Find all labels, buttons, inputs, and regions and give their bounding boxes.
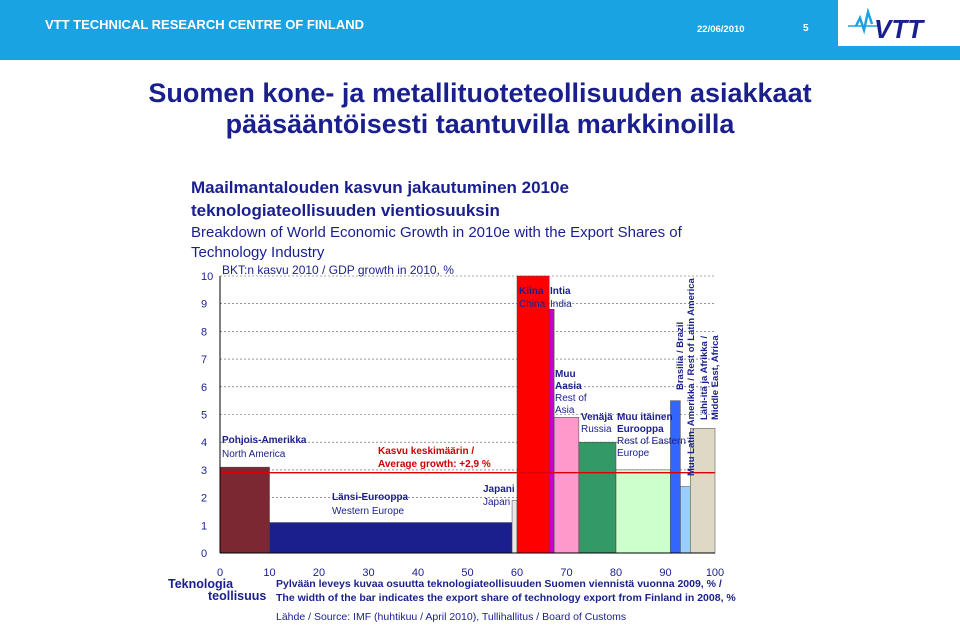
- y-tick-label: 7: [201, 354, 208, 367]
- label-brazil-vertical: Brasilia / Brazil: [675, 321, 686, 390]
- x-tick-label: 40: [411, 567, 425, 579]
- bar-north-america: [220, 467, 270, 553]
- x-tick-label: 10: [263, 567, 276, 579]
- label-latin-america-vertical: Muu Latin. Amerikka / Rest of Latin America: [686, 278, 697, 476]
- bar-rest-of-eastern-europe: [616, 470, 670, 553]
- vtt-logo-text: VTT: [874, 14, 924, 44]
- x-tick-label: 0: [216, 567, 224, 579]
- x-tick-label: 70: [560, 567, 573, 579]
- footer-note-en: The width of the bar indicates the export share of technology export from Finland in 2008, %: [276, 592, 736, 604]
- bar-japan: [512, 500, 517, 553]
- footer-logo-line2: teollisuus: [208, 589, 267, 603]
- bar-brazil: [670, 401, 680, 553]
- label-india-en: India: [550, 299, 572, 310]
- average-label-fi: Kasvu keskimäärin /: [378, 446, 475, 457]
- x-tick-label: 60: [510, 567, 524, 579]
- x-tick-label: 80: [609, 567, 623, 579]
- x-tick-label: 90: [659, 567, 672, 579]
- label-western-europe-fi: Länsi-Eurooppa: [332, 492, 409, 503]
- bar-rest-of-asia: [554, 417, 579, 553]
- organization-name: VTT TECHNICAL RESEARCH CENTRE OF FINLAND: [45, 17, 364, 32]
- label-rest-asia-en1: Rest of: [555, 393, 587, 404]
- bar-rest-of-latin-america: [680, 487, 690, 553]
- footer-note-fi: Pylvään leveys kuvaa osuutta teknologiateollisuuden Suomen viennistä vuonna 2009, % /: [276, 578, 722, 590]
- chart-title-fi-line2: teknologiateollisuuden vientiosuuksin: [191, 201, 500, 220]
- y-tick-label: 8: [201, 326, 208, 339]
- label-rest-asia-fi1: Muu: [555, 369, 576, 380]
- footer-logo-line1: Teknologia: [168, 577, 234, 591]
- y-tick-label: 9: [201, 298, 208, 311]
- label-east-eu-fi1: Muu itäinen: [617, 412, 673, 423]
- chart-title-en-line2: Technology Industry: [191, 244, 325, 261]
- average-label-en: Average growth: +2,9 %: [378, 459, 491, 470]
- bar-india: [549, 309, 554, 553]
- y-tick-label: 1: [201, 520, 208, 533]
- footer-source: Lähde / Source: IMF (huhtikuu / April 2010), Tullihallitus / Board of Customs: [276, 611, 627, 623]
- label-russia-fi: Venäjä: [581, 412, 613, 423]
- y-tick-label: 10: [201, 271, 214, 283]
- x-tick-label: 30: [362, 567, 375, 579]
- label-mea-vertical1: Lähi-itä ja Afrikka /: [699, 335, 710, 420]
- slide-title-line1: Suomen kone- ja metallituoteteollisuuden asiakkaat: [148, 78, 812, 108]
- x-tick-label: 100: [705, 567, 725, 579]
- chart-title-en-line1: Breakdown of World Economic Growth in 2010e with the Export Shares of: [191, 224, 682, 241]
- y-axis-label: BKT:n kasvu 2010 / GDP growth in 2010, %: [222, 263, 454, 277]
- label-japan-fi: Japani: [483, 484, 515, 495]
- bar-russia: [579, 442, 616, 553]
- label-north-america-en: North America: [222, 449, 286, 460]
- label-western-europe-en: Western Europe: [332, 506, 405, 517]
- page-number: 5: [803, 23, 809, 34]
- label-china-en: China: [519, 299, 546, 310]
- label-east-eu-en1: Rest of Eastern: [617, 436, 686, 447]
- slide-title-line2: pääsääntöisesti taantuvilla markkinoilla: [225, 109, 735, 139]
- label-east-eu-en2: Europe: [617, 448, 650, 459]
- y-tick-label: 0: [201, 548, 208, 560]
- slide-date: 22/06/2010: [697, 24, 745, 35]
- label-north-america-fi: Pohjois-Amerikka: [222, 435, 307, 446]
- label-rest-asia-fi2: Aasia: [555, 381, 582, 392]
- y-tick-label: 2: [201, 492, 208, 505]
- label-russia-en: Russia: [581, 424, 612, 435]
- label-india-fi: Intia: [550, 286, 571, 297]
- y-tick-label: 4: [201, 437, 208, 450]
- y-tick-label: 6: [201, 381, 208, 394]
- x-tick-label: 50: [461, 567, 474, 579]
- label-mea-vertical2: Middle East, Africa: [710, 335, 721, 420]
- label-rest-asia-en2: Asia: [555, 405, 575, 416]
- bar-western-europe: [270, 523, 513, 553]
- label-japan-en: Japan: [483, 497, 511, 508]
- label-east-eu-fi2: Eurooppa: [617, 424, 664, 435]
- y-tick-label: 3: [201, 464, 208, 477]
- bar-china: [517, 276, 549, 553]
- y-tick-label: 5: [201, 409, 208, 422]
- chart-title-fi-line1: Maailmantalouden kasvun jakautuminen 2010e: [191, 178, 569, 197]
- label-china-fi: Kiina: [519, 286, 544, 297]
- x-tick-label: 20: [312, 567, 326, 579]
